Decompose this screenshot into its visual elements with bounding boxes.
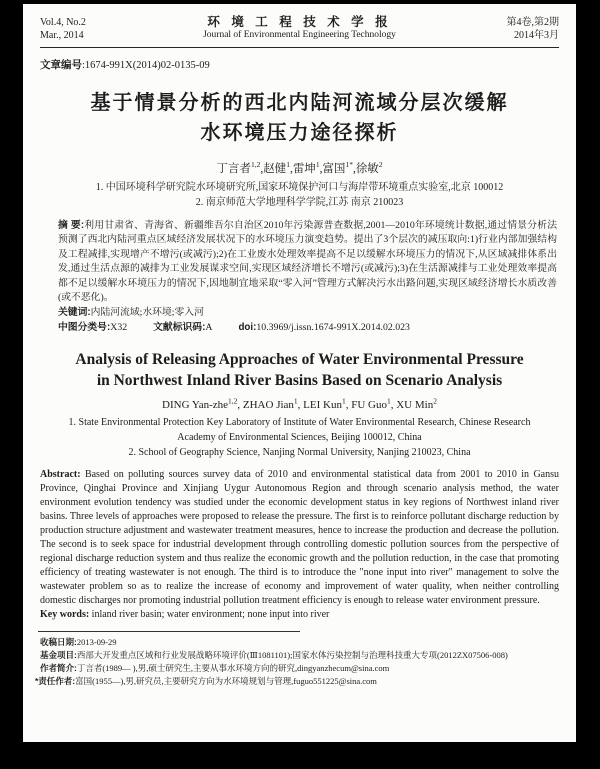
en-author-sup: 2 — [433, 396, 437, 406]
en-author — [351, 396, 397, 412]
footnotes — [35, 636, 559, 688]
journal-date-en: Mar., 2014 — [40, 30, 84, 41]
article-id-value: :1674-991X(2014)02-0135-09 — [82, 60, 210, 71]
cn-classification-row — [58, 321, 557, 336]
article-id-label: 文章编号 — [40, 59, 82, 71]
footnote-divider — [38, 631, 300, 632]
cn-author — [263, 160, 293, 175]
en-author-name: FU Guo — [351, 399, 387, 412]
footnote-fund-project — [40, 649, 559, 662]
en-author-name: DING Yan-zhe — [162, 399, 229, 412]
en-author — [396, 396, 437, 412]
cn-abstract — [58, 219, 557, 306]
cn-keywords-label: 关键词: — [58, 306, 91, 318]
author-separator: , — [319, 162, 323, 175]
footnote-bio-text: 丁言者(1989— ),男,硕士研究生,主要从事水环境方向的研究,dingyanzhecum@sina.com — [76, 663, 390, 674]
en-keywords-text: inland river basin; water environment; none input into river — [91, 609, 330, 621]
document-code-value: A — [205, 322, 213, 334]
en-affiliation-line-2: Academy of Environmental Sciences, Beijing 100012, China — [177, 432, 422, 444]
cn-keywords-text: 内陆河流域;水环境;零入河 — [90, 306, 204, 318]
cn-author — [292, 160, 323, 175]
author-separator: , — [390, 399, 397, 412]
cn-author-sup: 1,2 — [250, 160, 261, 169]
cn-author — [319, 160, 356, 175]
journal-date-cn: 2014年3月 — [514, 30, 559, 41]
journal-name-en: Journal of Environmental Engineering Technology — [203, 30, 396, 40]
footnote-corresponding-label: *责任作者: — [35, 676, 76, 687]
author-separator: , — [352, 162, 356, 175]
en-abstract-text: Based on polluting sources survey data of 2010 and environmental statistical data from 2001 to 2010 in Gansu Province, Qinghai Province and Xinjiang Uygur Autonomous Region and through scenario analysis method, the water environment evolution tendency was studied under the economic development status in key regions of Northwest inland river basins. Three levels of approaches were proposed to release the pressure. The first is to reinforce pollutant discharge reduction by production structure adjustment and wastewater treatment measures, hence to increase the production and decrease the pollution. The second is to seek space for industrial development through controlling domestic pollution sources from the perspective of regional discharge reduction system and thus realize the economic growth and the pollution reduction, in the case that promoting efficiency of treating wastewater is not enough. The third is to introduce the "none input into river" management to solve the wastewater problem so as to realize the increase of economy and improvement of water quality, when neither controlling domestic discharges nor promoting industrial pollution treatment efficiency is enough to release water environment pressure. — [40, 469, 560, 607]
journal-name-cn: 环 境 工 程 技 术 学 报 — [207, 15, 392, 29]
cn-author-sup: 1 — [286, 160, 290, 169]
footnote-corresponding-text: 富国(1955—),男,研究员,主要研究方向为水环境规划与管理,fuguo551225@sina.com — [75, 676, 377, 687]
document-code — [153, 321, 212, 336]
en-author-sup: 1 — [293, 396, 298, 406]
en-author-sup: 1,2 — [228, 396, 238, 406]
clc-number — [58, 321, 127, 336]
en-title-line-2: in Northwest Inland River Basins Based on Scenario Analysis — [96, 371, 503, 389]
journal-volume-en: Vol.4, No.2 — [40, 17, 86, 28]
cn-keywords — [58, 306, 557, 321]
author-separator: , — [260, 162, 264, 175]
header-divider — [40, 47, 559, 48]
footnote-fund-text: 西部大开发重点区域和行业发展战略环境评价(Ⅲ1081101);国家水体污染控制与治理科技重大专项(2012ZX07506-008) — [76, 650, 508, 661]
clc-value: X32 — [110, 322, 128, 334]
cn-author — [216, 160, 264, 175]
en-keywords-label: Key words: — [40, 609, 90, 621]
journal-header — [40, 16, 559, 42]
en-affiliations — [40, 415, 559, 460]
author-separator: , — [345, 399, 352, 412]
cn-affiliation-2: 2. 南京师范大学地理科学学院,江苏 南京 210023 — [195, 197, 404, 209]
en-title-line-1: Analysis of Releasing Approaches of Water Environmental Pressure — [75, 350, 524, 368]
en-author — [303, 396, 352, 412]
en-author-sup: 1 — [341, 396, 346, 406]
footnote-corresponding-author — [35, 675, 559, 688]
journal-header-right — [454, 16, 559, 42]
cn-author-sup: 1* — [345, 160, 353, 169]
footnote-author-bio — [40, 662, 559, 675]
en-keywords — [40, 608, 559, 622]
cn-author-sup: 2 — [378, 160, 383, 169]
en-author-name: ZHAO Jian — [242, 399, 294, 412]
doi — [238, 321, 409, 336]
cn-affiliation-1: 1. 中国环境科学研究院水环境研究所,国家环境保护河口与海岸带环境重点实验室,北京 100012 — [95, 181, 504, 193]
journal-header-center — [145, 16, 454, 42]
author-separator: , — [289, 162, 293, 175]
cn-author-name: 富国 — [322, 162, 346, 175]
en-author-sup: 1 — [386, 396, 391, 406]
cn-title — [40, 88, 559, 148]
en-author — [242, 396, 304, 412]
footnote-received-label: 收稿日期: — [40, 637, 77, 648]
footnote-fund-label: 基金项目: — [40, 650, 77, 661]
journal-header-left — [40, 16, 145, 42]
cn-author-name: 赵健 — [263, 162, 287, 175]
cn-affiliations — [40, 180, 559, 211]
footnote-received-text: 2013-09-29 — [76, 637, 117, 648]
author-separator: , — [237, 399, 243, 412]
en-author — [162, 396, 243, 412]
cn-author-name: 徐敏 — [355, 162, 379, 175]
cn-meta-block — [58, 219, 559, 336]
article-id-line — [40, 59, 559, 72]
cn-author-sup: 1 — [315, 160, 320, 169]
doi-value: 10.3969/j.issn.1674-991X.2014.02.023 — [256, 322, 410, 334]
en-affiliation-line-1: 1. State Environmental Protection Key Laboratory of Institute of Water Environmental Research, Chinese Research — [68, 417, 531, 429]
scanned-paper-page — [23, 4, 576, 742]
en-author-name: LEI Kun — [303, 399, 342, 412]
en-abstract — [40, 468, 559, 608]
en-title — [40, 349, 559, 391]
cn-author-name: 丁言者 — [216, 162, 251, 175]
footnote-received-date — [40, 636, 559, 649]
en-affiliation-line-3: 2. School of Geography Science, Nanjing Normal University, Nanjing 210023, China — [128, 447, 471, 459]
cn-author-list — [40, 158, 559, 176]
cn-author-name: 雷坤 — [292, 162, 316, 175]
cn-title-line-2: 水环境压力途径探析 — [200, 122, 399, 144]
clc-label: 中图分类号: — [58, 322, 111, 334]
author-separator: , — [297, 399, 304, 412]
cn-abstract-text: 利用甘肃省、青海省、新疆维吾尔自治区2010年污染源普查数据,2001—2010年环境统计数据,通过情景分析法预测了西北内陆河重点区域经济发展状况下的水环境压力演变趋势。提出了3个层次的减压取向:1)行业内部加强结构及工程减排,实现增产不增污(或减污);2)在工业废水处理效率提高不足以缓解水环境压力的情况下,从区域减排体系出发,通过生活点源的减排为工业发展谋求空间,实现区域经济增长不增污(或减污);3)在生活源减排与工业处理效率提高都不足以缓解水环境压力的情况下,因地制宜地采取“零入河”管理方式解决污水出路问题,实现区域经济增长水质改善(或不恶化)。 — [58, 219, 557, 304]
journal-issue-cn: 第4卷,第2期 — [506, 17, 559, 28]
doi-label: doi: — [238, 322, 257, 334]
en-author-list — [40, 395, 559, 413]
document-code-label: 文献标识码: — [153, 322, 206, 334]
cn-abstract-label: 摘 要: — [58, 219, 85, 231]
footnote-bio-label: 作者简介: — [40, 663, 77, 674]
en-abstract-label: Abstract: — [40, 469, 81, 481]
cn-author — [355, 160, 383, 175]
cn-title-line-1: 基于情景分析的西北内陆河流域分层次缓解 — [90, 92, 509, 114]
en-author-name: XU Min — [396, 399, 434, 412]
